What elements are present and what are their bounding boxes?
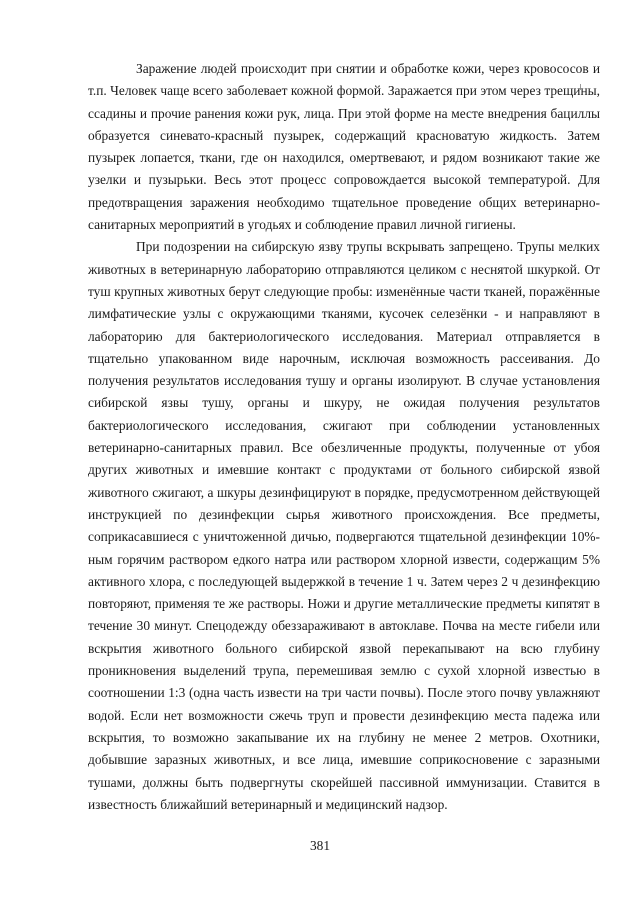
paragraph-infection-humans: Заражение людей происходит при снятии и обработке кожи, через кровососов и т.п. Человек чаще всего заболевает кожной формой. Заражается при этом через трещины, ссадины и прочие ранения кожи рук, лица. При этой форме на месте внедрения бациллы образуется синевато-красный пузырек, содержащий красноватую жидкость. Затем пузырек лопается, ткани, где он находился, омертвевают, и рядом возникают такие же узелки и пузырьки. Весь этот процесс сопровождается высокой температурой. Для предотвращения заражения необходимо тщательное проведение общих ветеринарно-санитарных мероприятий в угодьях и соблюдение правил личной гигиены. — [88, 61, 600, 233]
body-text — [88, 58, 600, 816]
paragraph-anthrax-measures: При подозрении на сибирскую язву трупы вскрывать запрещено. Трупы мелких животных в ветеринарную лабораторию отправляются целиком с неснятой шкуркой. От туш крупных животных берут следующие пробы: изменённые части тканей, поражённые лимфатические узлы с окружающими тканями, кусочек селезёнки - и направляют в лабораторию для бактериологического исследования. Материал отправляется в тщательно упакованном виде нарочным, исключая возможность рассеивания. До получения результатов исследования тушу и органы изолируют. В случае установления сибирской язвы тушу, органы и шкуру, не ожидая получения результатов бактериологического исследования, сжигают при соблюдении установленных ветеринарно-санитарных правил. Все обезличенные продукты, полученные от убоя других животных и имевшие контакт с продуктами от больного сибирской язвой животного сжигают, а шкуры дезинфицируют в порядке, предусмотренном действующей инструкцией по дезинфекции сырья животного происхождения. Все предметы, соприкасавшиеся с уничтоженной дичью, подвергаются тщательной дезинфекции 10%-ным горячим раствором едкого натра или раствором хлорной извести, содержащим 5% активного хлора, с последующей выдержкой в течение 1 ч. Затем через 2 ч дезинфекцию повторяют, применяя те же растворы. Ножи и другие металлические предметы кипятят в течение 30 минут. Спецодежду обеззараживают в автоклаве. Почва на месте гибели или вскрытия животного больного сибирской язвой перекапывают на всю глубину проникновения выделений трупа, перемешивая землю с сухой хлорной известью в соотношении 1:3 (одна часть извести на три части почвы). После этого почву увлажняют водой. Если нет возможности сжечь труп и провести дезинфекцию места падежа или вскрытия, то возможно закапывание их на глубину не менее 2 метров. Охотники, добывшие заразных животных, и все лица, имевшие соприкосновение с заразными тушами, должны быть подвергнуты скорейшей пассивной иммунизации. Ставится в известность ближайший ветеринарный и медицинский надзор. — [88, 239, 600, 812]
page-number: 381 — [309, 838, 331, 853]
